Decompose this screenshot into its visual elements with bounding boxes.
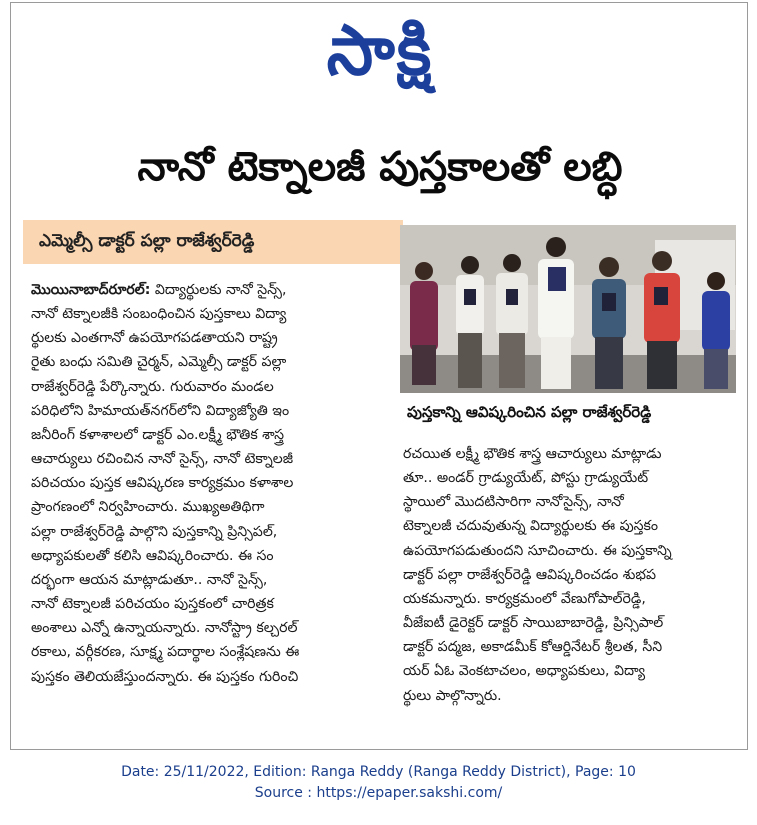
article-line: పరిచయం పుస్తక ఆవిష్కరణ కార్యక్రమం కళాశాల <box>31 475 294 492</box>
article-line: తూ.. అండర్ గ్రాడ్యుయేట్, పోస్టు గ్రాడ్యుయేట్ <box>403 470 649 487</box>
dateline: మొయినాబాద్‌రూరల్: <box>31 282 151 298</box>
article-line: రకాలు, వర్గీకరణ, సూక్ష్మ పదార్థాల సంశ్లేషణను ఈ <box>31 644 300 661</box>
book-launch-photo-illustration <box>400 225 736 393</box>
article-column-left <box>31 278 406 689</box>
subhead: ఎమ్మెల్సీ డాక్టర్ పల్లా రాజేశ్వర్‌రెడ్డి <box>39 231 255 251</box>
article-line: ఆచార్యులు రచించిన నానో సైన్స్, నానో టెక్నాలజీ <box>31 451 294 468</box>
photo-caption: పుస్తకాన్ని ఆవిష్కరించిన పల్లా రాజేశ్వర్‌రెడ్డి <box>407 403 652 421</box>
footer-date-line: Date: 25/11/2022, Edition: Ranga Reddy (Ranga Reddy District), Page: 10 <box>121 764 636 780</box>
article-line: ర్థులకు ఎంతగానో ఉపయోగపడతాయని రాష్ట్ర <box>31 330 278 347</box>
article-line: అధ్యాపకులతో కలిసి ఆవిష్కరించారు. ఈ సం <box>31 547 274 564</box>
article-line: ప్రాంగణంలో నిర్వహించారు. ముఖ్యఅతిథిగా <box>31 499 265 516</box>
article-line: యర్ ఏఓ వెంకటాచలం, అధ్యాపకులు, విద్యా <box>403 663 646 680</box>
article-line: యకమన్నారు. కార్యక్రమంలో వేణుగోపాల్‌రెడ్డి, <box>403 590 646 607</box>
event-photo <box>400 225 736 393</box>
article-line: అంశాలు ఎన్నో ఉన్నాయన్నారు. నానోస్ట్రా కల్చరల్ <box>31 620 298 637</box>
article-line: నానో టెక్నాలజీ పరిచయం పుస్తకంలో చారిత్రక <box>31 596 274 613</box>
article-line: పుస్తకం తెలియజేస్తుందన్నారు. ఈ పుస్తకం గురించి <box>31 668 299 685</box>
article-line: రచయిత లక్ష్మీ భౌతిక శాస్త్ర ఆచార్యులు మాట్లాడు <box>403 446 662 462</box>
article-line: రాజేశ్వర్‌రెడ్డి పేర్కొన్నారు. గురువారం మండల <box>31 378 274 395</box>
headline: నానో టెక్నాలజీ పుస్తకాలతో లబ్ధి <box>137 144 623 190</box>
article-line: పరిధిలోని హిమాయత్‌నగర్‌లోని విద్యాజ్యోతి ఇం <box>31 402 290 419</box>
article-line: వీజేఐటీ డైరెక్టర్ డాక్టర్ సాయిబాబారెడ్డి, ప్రిన్సిపాల్ <box>403 615 664 632</box>
article-line: డాక్టర్ పల్లా రాజేశ్వర్‌రెడ్డి ఆవిష్కరించడం శుభప <box>403 566 657 583</box>
subhead-box <box>23 220 403 264</box>
article-line: టెక్నాలజీ చదువుతున్న విద్యార్థులకు ఈ పుస్తకం <box>403 518 659 535</box>
sakshi-logo: సాక్షి <box>326 10 434 91</box>
article-line: ఉపయోగపడుతుందని సూచించారు. ఈ పుస్తకాన్ని <box>403 542 672 559</box>
article-line: ర్థులు పాల్గొన్నారు. <box>403 687 502 704</box>
article-line: నానో టెక్నాలజీకి సంబంధించిన పుస్తకాలు విద్యా <box>31 306 287 323</box>
article-line: జనీరింగ్ కళాశాలలో డాక్టర్ ఎం.లక్ష్మీ భౌతిక శాస్త్ర <box>31 426 285 443</box>
article-line: దర్భంగా ఆయన మాట్లాడుతూ.. నానో సైన్స్, <box>31 571 268 588</box>
article-line: స్థాయిలో మొదటిసారిగా నానోసైన్స్, నానో <box>403 494 624 511</box>
article-line: డాక్టర్ పద్మజ, అకాడమీక్ కోఆర్డినేటర్ శ్రీలత, సీని <box>403 639 663 656</box>
footer-source-line: Source : https://epaper.sakshi.com/ <box>254 785 503 801</box>
article-line: రైతు బంధు సమితి చైర్మన్, ఎమ్మెల్సీ డాక్టర్ పల్లా <box>31 354 287 371</box>
news-clipping <box>10 2 748 750</box>
article-line: మొయినాబాద్‌రూరల్: విద్యార్థులకు నానో సైన్స్, <box>31 282 287 298</box>
article-line: పల్లా రాజేశ్వర్‌రెడ్డి పాల్గొని పుస్తకాన్ని ప్రిన్సిపల్, <box>31 523 278 540</box>
article-column-right <box>403 442 743 708</box>
